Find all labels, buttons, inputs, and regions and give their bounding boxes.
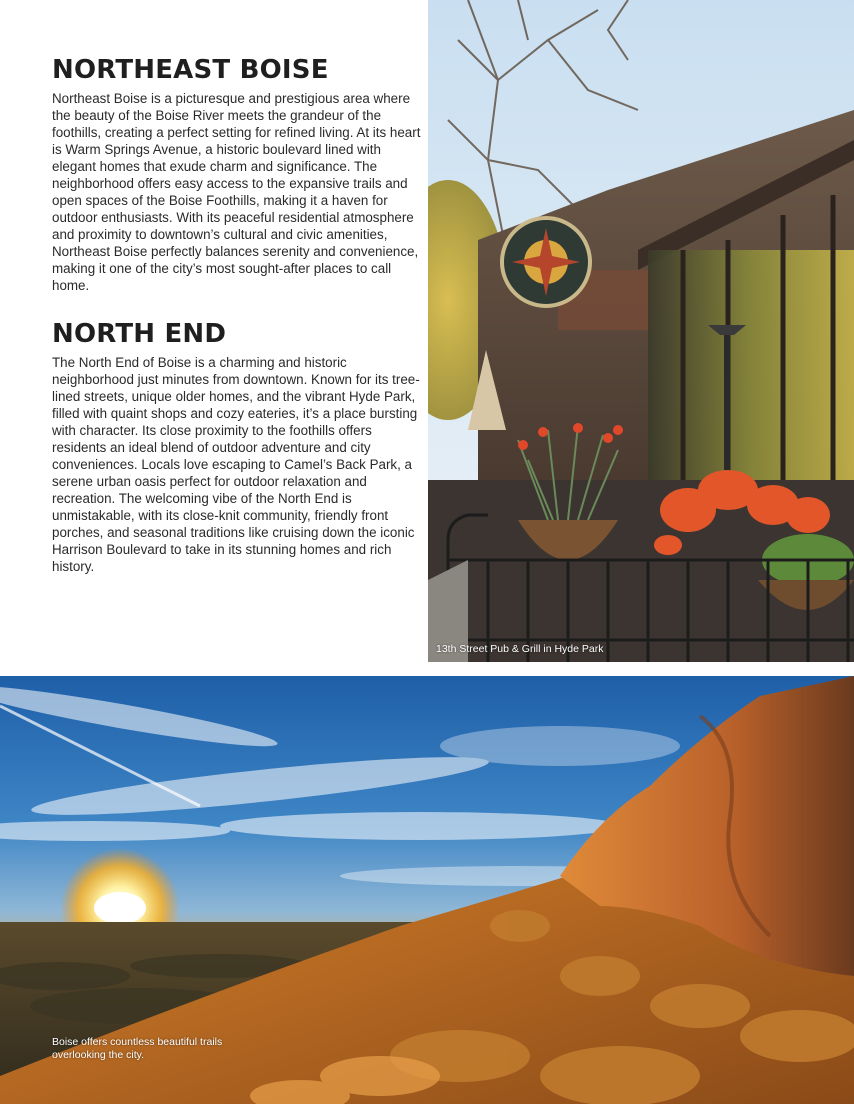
article-text-column bbox=[52, 54, 424, 575]
pub-photo-illustration bbox=[428, 0, 854, 662]
pub-photo-caption: 13th Street Pub & Grill in Hyde Park bbox=[436, 643, 604, 655]
section-body: The North End of Boise is a charming and historic neighborhood just minutes from downtown. Known for its tree-lined streets, unique older homes, and the vibrant Hyde Park, filled with quaint shops and cozy eateries, it’s a place bursting with character. Its close proximity to the foothills offers residents an ideal blend of outdoor adventure and city conveniences. Locals love escaping to Camel’s Back Park, a serene urban oasis perfect for outdoor relaxation and recreation. The welcoming vibe of the North End is unmistakable, with its close-knit community, friendly front porches, and seasonal traditions like cruising down the iconic Harrison Boulevard to take in its stunning homes and rich history. bbox=[52, 355, 420, 574]
section-north-end bbox=[52, 318, 424, 575]
pub-photo bbox=[428, 0, 854, 662]
section-northeast-boise bbox=[52, 54, 424, 294]
section-title: NORTH END bbox=[52, 319, 227, 349]
trail-photo-caption: Boise offers countless beautiful trails overlooking the city. bbox=[52, 1036, 223, 1061]
section-title: NORTHEAST BOISE bbox=[52, 55, 329, 85]
section-body: Northeast Boise is a picturesque and prestigious area where the beauty of the Boise River meets the grandeur of the foothills, creating a perfect setting for refined living. At its heart is Warm Springs Avenue, a historic boulevard lined with elegant homes that exude charm and significance. The neighborhood offers easy access to the expansive trails and open spaces of the Boise Foothills, making it a haven for outdoor enthusiasts. With its peaceful residential atmosphere and proximity to downtown’s cultural and civic amenities, Northeast Boise perfectly balances serenity and convenience, making it one of the city’s most sought-after places to call home. bbox=[52, 91, 421, 293]
